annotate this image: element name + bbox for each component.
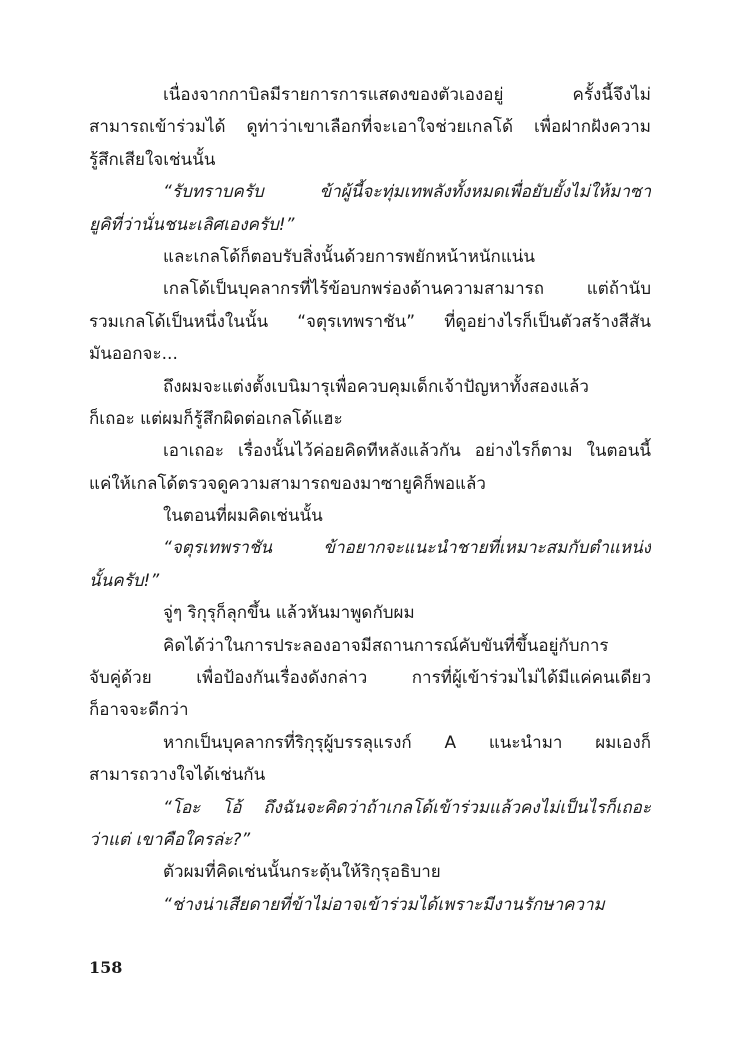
text-line: เกลโด้เป็นบุคลากรที่ไร้ข้อบกพร่องด้านความสามารถ แต่ถ้านับ xyxy=(163,279,651,300)
text-line: ถึงผมจะแต่งตั้งเบนิมารุเพื่อควบคุมเด็กเจ้าปัญหาทั้งสองแล้ว xyxy=(163,376,589,397)
text-line: จับคู่ด้วย เพื่อป้องกันเรื่องดังกล่าว การที่ผู้เข้าร่วมไม่ได้มีแค่คนเดียว xyxy=(89,668,651,689)
text-line: รวมเกลโด้เป็นหนึ่งในนั้น “จตุรเทพราชัน” ที่ดูอย่างไรก็เป็นตัวสร้างสีสัน xyxy=(89,311,651,332)
body-text xyxy=(89,79,651,921)
text-line: สามารถเข้าร่วมได้ ดูท่าว่าเขาเลือกที่จะเอาใจช่วยเกลโด้ เพื่อฝากฝังความ xyxy=(89,117,651,138)
text-line: เนื่องจากกาบิลมีรายการการแสดงของตัวเองอยู่ ครั้งนี้จึงไม่ xyxy=(163,85,651,105)
dialogue-line: ว่าแต่ เขาคือใครล่ะ?” xyxy=(89,829,251,850)
page-number: 158 xyxy=(89,958,123,977)
text-line: แค่ให้เกลโด้ตรวจดูความสามารถของมาซายูคิก็พอแล้ว xyxy=(89,473,486,494)
text-line: ตัวผมที่คิดเช่นนั้นกระตุ้นให้ริกุรุอธิบาย xyxy=(163,862,441,883)
text-line: ก็อาจจะดีกว่า xyxy=(89,700,189,721)
text-line: เอาเถอะ เรื่องนั้นไว้ค่อยคิดทีหลังแล้วกัน อย่างไรก็ตาม ในตอนนี้ xyxy=(163,441,651,462)
text-line: หากเป็นบุคลากรที่ริกุรุผู้บรรลุแรงก์ A แนะนำมา ผมเองก็ xyxy=(163,732,651,753)
text-line: และเกลโด้ก็ตอบรับสิ่งนั้นด้วยการพยักหน้าหนักแน่น xyxy=(163,246,536,267)
dialogue-line: “ช่างน่าเสียดายที่ข้าไม่อาจเข้าร่วมได้เพราะมีงานรักษาความ xyxy=(163,894,605,915)
text-line: รู้สึกเสียใจเช่นนั้น xyxy=(89,149,216,170)
text-line: สามารถวางใจได้เช่นกัน xyxy=(89,765,266,786)
dialogue-line: นั้นครับ!” xyxy=(89,570,160,591)
text-line: ในตอนที่ผมคิดเช่นนั้น xyxy=(163,506,323,527)
dialogue-line: ยูคิที่ว่านั่นชนะเลิศเองครับ!” xyxy=(89,214,295,235)
text-line: มันออกจะ... xyxy=(89,344,178,365)
text-line: จู่ๆ ริกุรุก็ลุกขึ้น แล้วหันมาพูดกับผม xyxy=(163,603,415,624)
dialogue-line: “รับทราบครับ ข้าผู้นี้จะทุ่มเทพลังทั้งหมดเพื่อยับยั้งไม่ให้มาซา xyxy=(163,182,651,203)
text-line: ก็เถอะ แต่ผมก็รู้สึกผิดต่อเกลโด้แฮะ xyxy=(89,408,343,429)
text-line: คิดได้ว่าในการประลองอาจมีสถานการณ์คับขันที่ขึ้นอยู่กับการ xyxy=(163,635,609,656)
dialogue-line: “จตุรเทพราชัน ข้าอยากจะแนะนำชายที่เหมาะสมกับตำแหน่ง xyxy=(163,538,651,559)
dialogue-line: “โอะ โอ้ ถึงฉันจะคิดว่าถ้าเกลโด้เข้าร่วมแล้วคงไม่เป็นไรก็เถอะ xyxy=(163,797,651,818)
